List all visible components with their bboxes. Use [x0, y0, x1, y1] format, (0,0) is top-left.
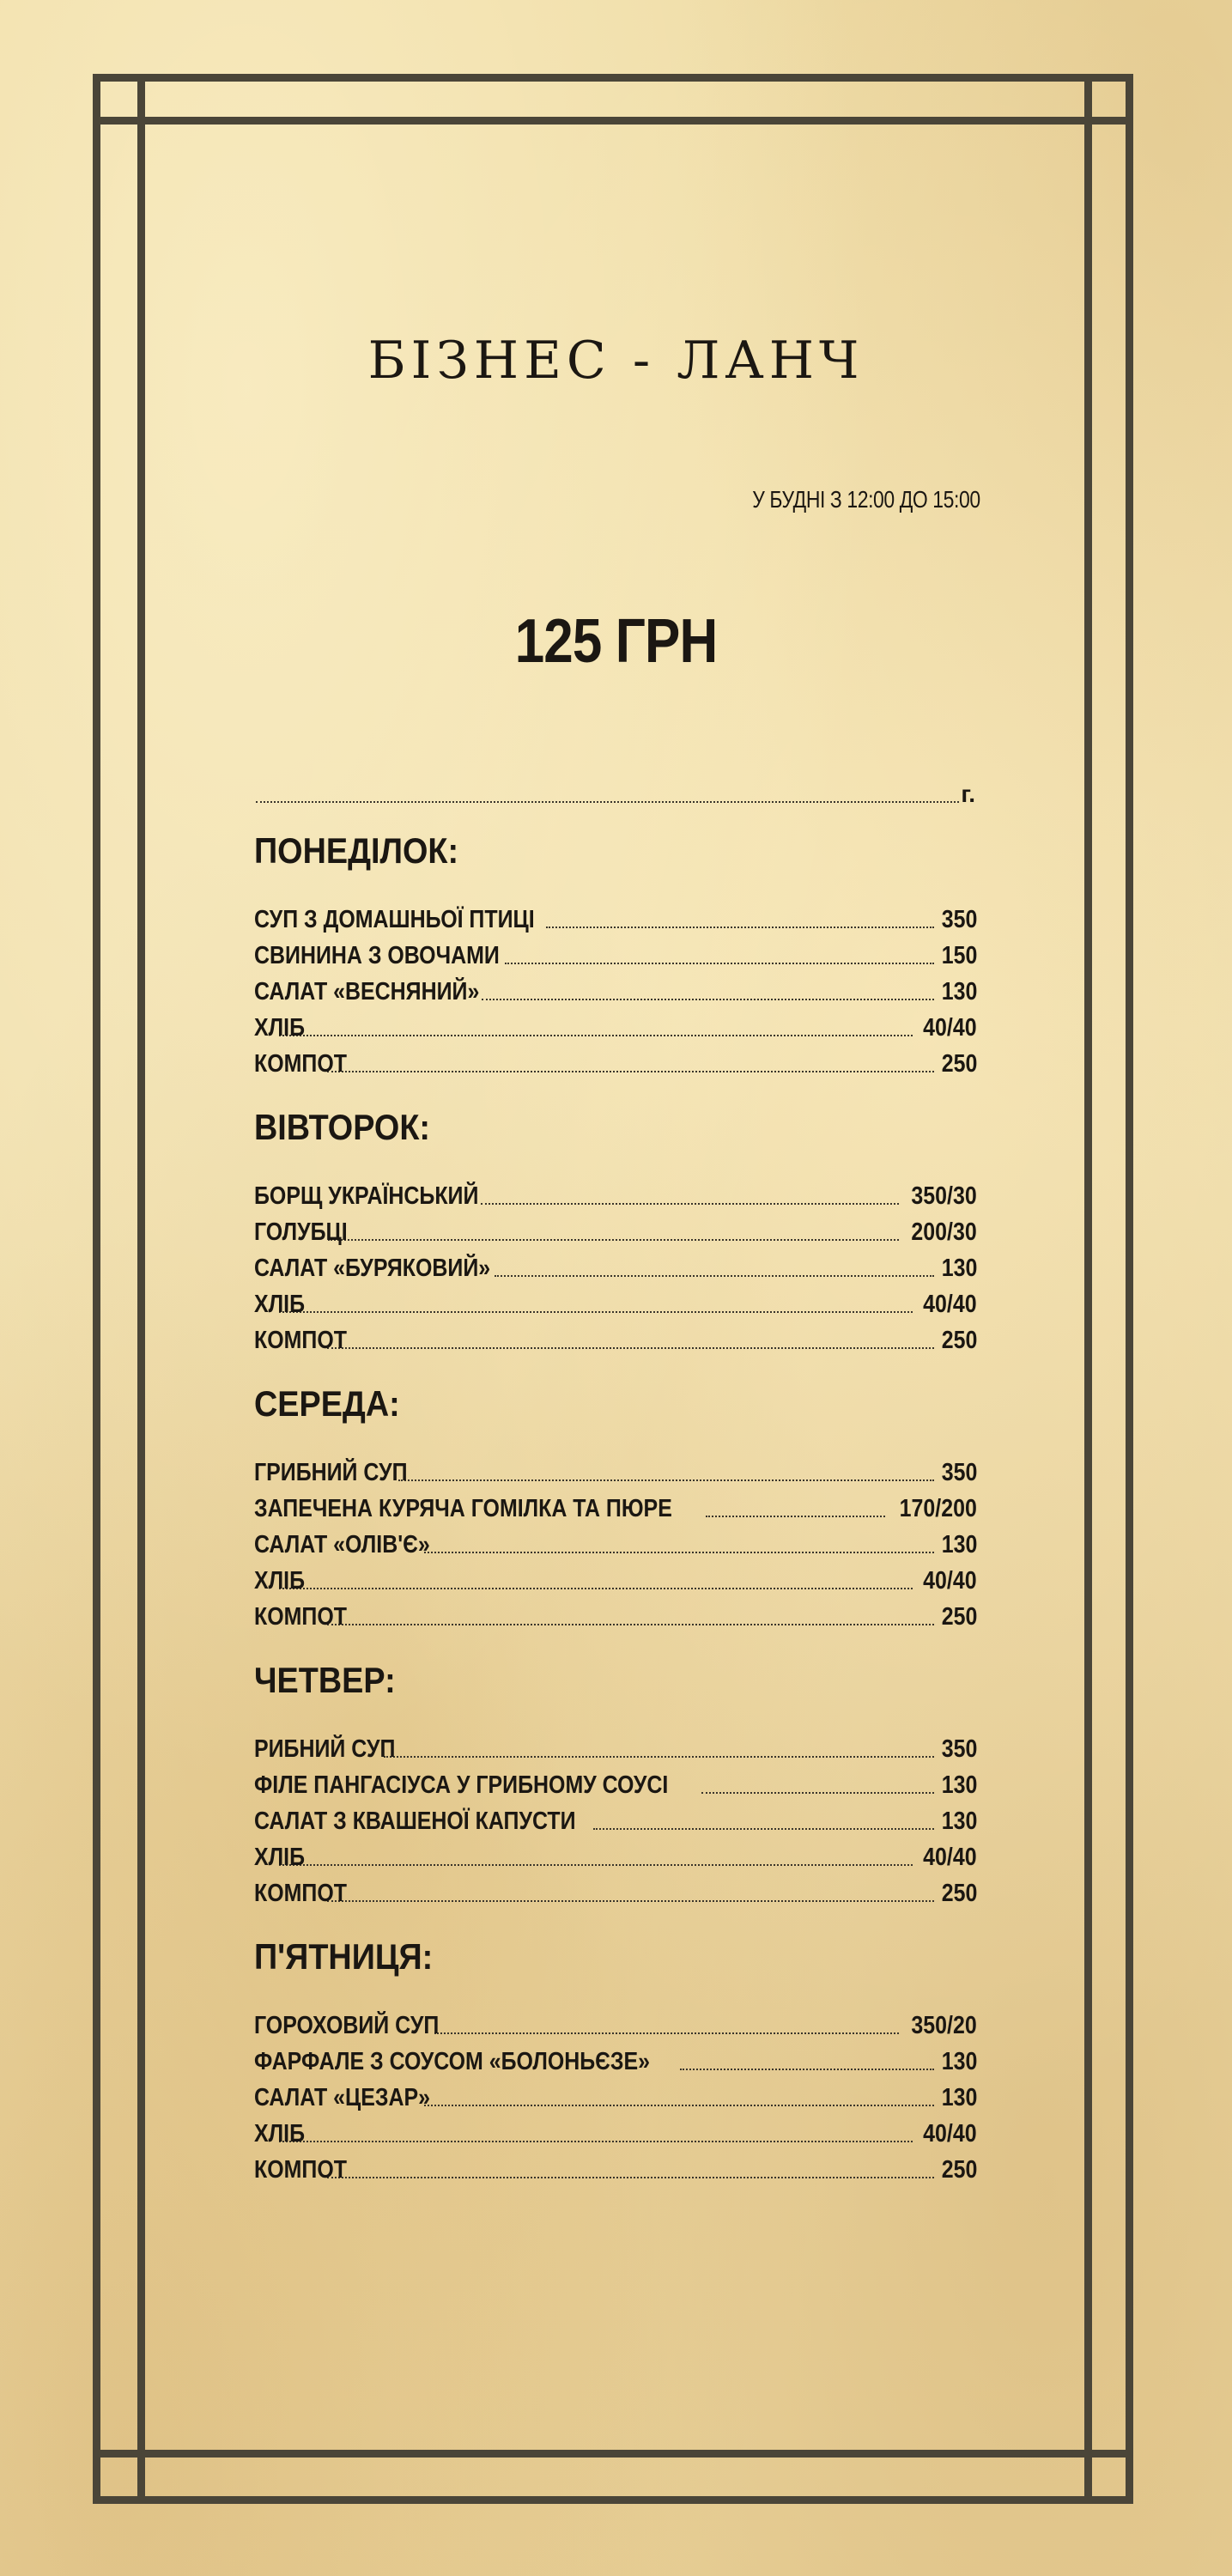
menu-item-name: ГРИБНИЙ СУП — [254, 1459, 408, 1486]
dotted-leader — [593, 1828, 933, 1830]
frame-corner-line — [93, 117, 145, 125]
dotted-leader — [546, 927, 934, 928]
menu-item-name: КОМПОТ — [254, 1603, 347, 1631]
menu-item — [254, 1283, 977, 1319]
opening-hours: У БУДНІ З 12:00 ДО 15:00 — [752, 486, 980, 513]
menu-item-name: САЛАТ «БУРЯКОВИЙ» — [254, 1255, 491, 1282]
day-title: ПОНЕДІЛОК: — [254, 830, 459, 871]
dotted-leader — [706, 1516, 885, 1517]
menu-item-name: САЛАТ «ОЛІВ'Є» — [254, 1531, 430, 1558]
frame-corner-line — [1084, 2450, 1133, 2458]
menu-item-name: САЛАТ «ЦЕЗАР» — [254, 2084, 431, 2111]
menu-item — [254, 1247, 977, 1283]
menu-item-portion: 350 — [941, 1735, 977, 1763]
menu-item — [254, 1523, 977, 1559]
menu-item-portion: 350 — [941, 906, 977, 933]
menu-item-portion: 130 — [941, 1531, 977, 1558]
menu-item — [254, 1319, 977, 1355]
dotted-leader — [279, 1311, 913, 1313]
menu-item-name: ФАРФАЛЕ З СОУСОМ «БОЛОНЬЄЗЕ» — [254, 2048, 651, 2075]
menu-item — [254, 898, 977, 934]
dotted-leader — [327, 1347, 933, 1349]
menu-item-portion: 130 — [941, 1807, 977, 1835]
menu-item-name: ФІЛЕ ПАНГАСІУСА У ГРИБНОМУ СОУСІ — [254, 1771, 669, 1799]
dotted-leader — [327, 1624, 933, 1625]
menu-item-name: СУП З ДОМАШНЬОЇ ПТИЦІ — [254, 906, 535, 933]
day-section — [254, 1377, 977, 1631]
date-suffix: г. — [961, 781, 975, 807]
lunch-price: 125 ГРН — [514, 607, 718, 676]
menu-item-portion: 130 — [941, 978, 977, 1005]
dotted-leader — [327, 2177, 933, 2178]
menu-item — [254, 970, 977, 1006]
dotted-leader — [424, 2105, 933, 2106]
menu-item-portion: 250 — [941, 1050, 977, 1078]
dotted-leader — [384, 1756, 934, 1758]
menu-item-portion: 350/20 — [911, 2012, 977, 2039]
menu-item — [254, 1559, 977, 1595]
day-section — [254, 1930, 977, 2184]
menu-item — [254, 1728, 977, 1764]
menu-item-portion: 200/30 — [911, 1218, 977, 1246]
menu-item-portion: 40/40 — [923, 1844, 977, 1871]
dotted-leader — [481, 1203, 899, 1205]
dotted-leader — [279, 1864, 913, 1866]
menu-item — [254, 2004, 977, 2040]
dotted-leader — [505, 963, 933, 964]
dotted-leader — [398, 1479, 934, 1481]
day-title: ВІВТОРОК: — [254, 1107, 430, 1147]
day-title: П'ЯТНИЦЯ: — [254, 1936, 434, 1977]
menu-item-name: ГОЛУБЦІ — [254, 1218, 348, 1246]
menu-item-portion: 130 — [941, 1771, 977, 1799]
day-section — [254, 824, 977, 1078]
menu-item-portion: 130 — [941, 1255, 977, 1282]
dotted-leader — [328, 1239, 899, 1241]
dotted-leader — [279, 1035, 913, 1036]
menu-item-name: БОРЩ УКРАЇНСЬКИЙ — [254, 1182, 479, 1210]
frame-corner-line — [137, 2450, 145, 2504]
dotted-leader — [279, 1588, 913, 1589]
menu-item — [254, 1451, 977, 1487]
menu-item-portion: 40/40 — [923, 2120, 977, 2148]
weekly-menu — [254, 824, 977, 2207]
menu-item-portion: 130 — [941, 2048, 977, 2075]
dotted-leader — [680, 2069, 934, 2070]
menu-item-portion: 250 — [941, 2156, 977, 2184]
menu-item — [254, 1800, 977, 1836]
menu-item-name: ХЛІБ — [254, 1567, 305, 1595]
menu-item-name: СВИНИНА З ОВОЧАМИ — [254, 942, 500, 969]
dotted-leader — [482, 999, 934, 1000]
date-dotted-line — [256, 801, 959, 803]
dotted-leader — [327, 1071, 933, 1072]
menu-item-name: КОМПОТ — [254, 2156, 347, 2184]
menu-item-portion: 130 — [941, 2084, 977, 2111]
menu-item-portion: 40/40 — [923, 1291, 977, 1318]
day-section — [254, 1101, 977, 1355]
menu-item-name: ГОРОХОВИЙ СУП — [254, 2012, 440, 2039]
menu-item — [254, 2148, 977, 2184]
menu-item-name: САЛАТ «ВЕСНЯНИЙ» — [254, 978, 480, 1005]
menu-item-portion: 150 — [941, 942, 977, 969]
frame-corner-line — [1084, 117, 1133, 125]
menu-item-portion: 40/40 — [923, 1567, 977, 1595]
dotted-leader — [327, 1900, 933, 1902]
menu-item — [254, 2112, 977, 2148]
menu-item-portion: 250 — [941, 1327, 977, 1354]
menu-item — [254, 2040, 977, 2076]
dotted-leader — [495, 1275, 934, 1277]
menu-item — [254, 1836, 977, 1872]
menu-item-portion: 40/40 — [923, 1014, 977, 1042]
menu-item-portion: 350/30 — [911, 1182, 977, 1210]
menu-item — [254, 2076, 977, 2112]
menu-item — [254, 934, 977, 970]
menu-item-name: ХЛІБ — [254, 1014, 305, 1042]
frame-corner-line — [1084, 2450, 1092, 2504]
menu-item-name: ХЛІБ — [254, 2120, 305, 2148]
menu-item-portion: 250 — [941, 1603, 977, 1631]
menu-title: БІЗНЕС - ЛАНЧ — [367, 331, 865, 391]
day-section — [254, 1654, 977, 1908]
menu-item-portion: 350 — [941, 1459, 977, 1486]
dotted-leader — [424, 1552, 934, 1553]
day-title: СЕРЕДА: — [254, 1383, 400, 1424]
menu-item-name: ХЛІБ — [254, 1291, 305, 1318]
menu-item — [254, 1764, 977, 1800]
menu-item — [254, 1487, 977, 1523]
menu-item-portion: 170/200 — [899, 1495, 977, 1522]
dotted-leader — [279, 2141, 913, 2142]
menu-item — [254, 1042, 977, 1078]
dotted-leader — [434, 2032, 899, 2034]
dotted-leader — [701, 1792, 934, 1794]
menu-item-name: САЛАТ З КВАШЕНОЇ КАПУСТИ — [254, 1807, 576, 1835]
menu-item-name: КОМПОТ — [254, 1880, 347, 1907]
day-title: ЧЕТВЕР: — [254, 1660, 396, 1700]
menu-item — [254, 1211, 977, 1247]
date-line — [256, 777, 975, 808]
menu-item-name: ЗАПЕЧЕНА КУРЯЧА ГОМІЛКА ТА ПЮРЕ — [254, 1495, 672, 1522]
menu-item-name: КОМПОТ — [254, 1327, 347, 1354]
menu-item — [254, 1006, 977, 1042]
menu-item-portion: 250 — [941, 1880, 977, 1907]
menu-item-name: ХЛІБ — [254, 1844, 305, 1871]
frame-corner-line — [93, 2450, 145, 2458]
menu-item — [254, 1175, 977, 1211]
menu-item — [254, 1872, 977, 1908]
menu-item-name: КОМПОТ — [254, 1050, 347, 1078]
menu-item — [254, 1595, 977, 1631]
menu-item-name: РИБНИЙ СУП — [254, 1735, 396, 1763]
